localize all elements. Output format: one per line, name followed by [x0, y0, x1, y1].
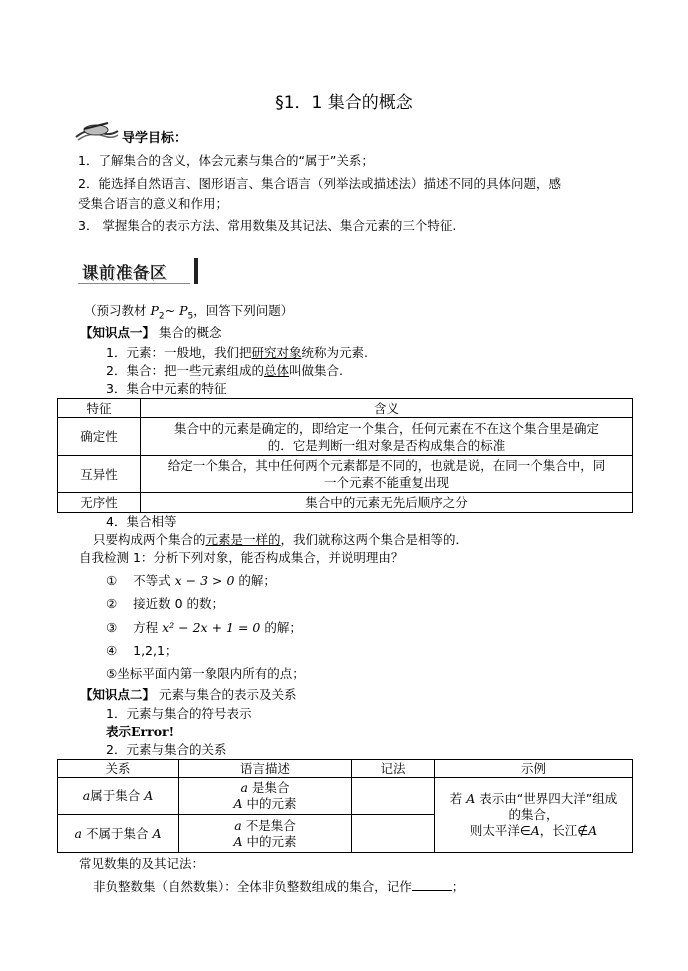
table-header: 示例 — [435, 760, 633, 778]
guide-label: 导学目标： — [122, 131, 188, 146]
list-item: ② 接近数 0 的数； — [106, 596, 225, 611]
table-cell: 集合中的元素是确定的，即给定一个集合，任何元素在不在这个集合里是确定 的．它是判断一组对象是否构成集合的标准 — [141, 418, 633, 456]
table-cell: a属于集合 A — [58, 778, 179, 815]
table-cell: 无序性 — [58, 493, 141, 513]
preview-note: （预习教材 $P_2\sim$ $P_5$，回答下列问题） — [84, 303, 294, 322]
table-cell: 确定性 — [58, 418, 141, 456]
footer-line-2: 非负整数集（自然数集）：全体非负整数组成的集合，记作 ； — [93, 879, 465, 894]
kp1-item-1: 1．元素：一般地，我们把研究对象统称为元素. — [106, 345, 368, 360]
kp2-heading: 【知识点二】 元素与集合的表示及关系 — [80, 687, 297, 702]
kp2-item-1: 1．元素与集合的符号表示 — [106, 706, 252, 721]
error-text: 表示Error! — [106, 724, 175, 739]
section-bar-mark — [194, 258, 198, 284]
pen-book-icon — [74, 121, 120, 143]
features-table — [57, 398, 633, 513]
table-cell: a 是集合 A 中的元素 — [179, 778, 352, 815]
kp1-item-4-text: 只要构成两个集合的元素是一样的，我们就称这两个集合是相等的． — [93, 532, 469, 547]
table-cell: a 不属于集合 A — [58, 815, 179, 853]
table-cell: 给定一个集合，其中任何两个元素都是不同的，也就是说，在同一个集合中，同 一个元素不能重复出现 — [141, 456, 633, 493]
relations-table — [57, 759, 633, 853]
list-item: ① 不等式 x − 3 > 0 的解； — [106, 573, 276, 588]
guide-item-3: 3． 掌握集合的表示方法、常用数集及其记法、集合元素的三个特征. — [78, 218, 457, 233]
guide-item-1: 1．了解集合的含义，体会元素与集合的“属于”关系； — [78, 153, 374, 168]
table-header: 语言描述 — [179, 760, 352, 778]
kp1-item-4: 4．集合相等 — [106, 514, 177, 529]
guide-item-2-cont: 受集合语言的意义和作用； — [78, 196, 229, 211]
list-item: ⑤坐标平面内第一象限内所有的点； — [106, 666, 305, 681]
table-header: 记法 — [352, 760, 435, 778]
section-header — [78, 258, 196, 284]
list-item: ③ 方程 x² − 2x + 1 = 0 的解； — [106, 620, 302, 635]
footer-line-1: 常见数集的及其记法： — [79, 856, 205, 871]
table-header: 含义 — [141, 399, 633, 418]
table-cell — [352, 815, 435, 853]
kp1-item-3: 3．集合中元素的特征 — [106, 381, 227, 396]
kp2-item-2: 2．元素与集合的关系 — [106, 742, 227, 757]
table-cell: a 不是集合 A 中的元素 — [179, 815, 352, 853]
section-underline — [78, 283, 190, 284]
answer-blank[interactable] — [412, 878, 452, 891]
kp1-heading: 【知识点一】 集合的概念 — [80, 325, 222, 340]
table-cell: 集合中的元素无先后顺序之分 — [141, 493, 633, 513]
page-title: §1．1 集合的概念 — [275, 93, 413, 113]
self-check-question: 自我检测 1：分析下列对象，能否构成集合，并说明理由？ — [79, 550, 404, 565]
table-header: 关系 — [58, 760, 179, 778]
table-cell: 若 A 表示由“世界四大洋”组成 的集合， 则太平洋∈A，长江∉A — [435, 778, 633, 853]
table-header: 特征 — [58, 399, 141, 418]
kp1-item-2: 2．集合：把一些元素组成的总体叫做集合. — [106, 363, 343, 378]
list-item: ④ 1,2,1； — [106, 643, 178, 658]
guide-item-2: 2．能选择自然语言、图形语言、集合语言（列举法或描述法）描述不同的具体问题，感 — [78, 176, 561, 191]
section-label: 课前准备区 — [82, 263, 168, 282]
table-cell — [352, 778, 435, 815]
table-cell: 互异性 — [58, 456, 141, 493]
